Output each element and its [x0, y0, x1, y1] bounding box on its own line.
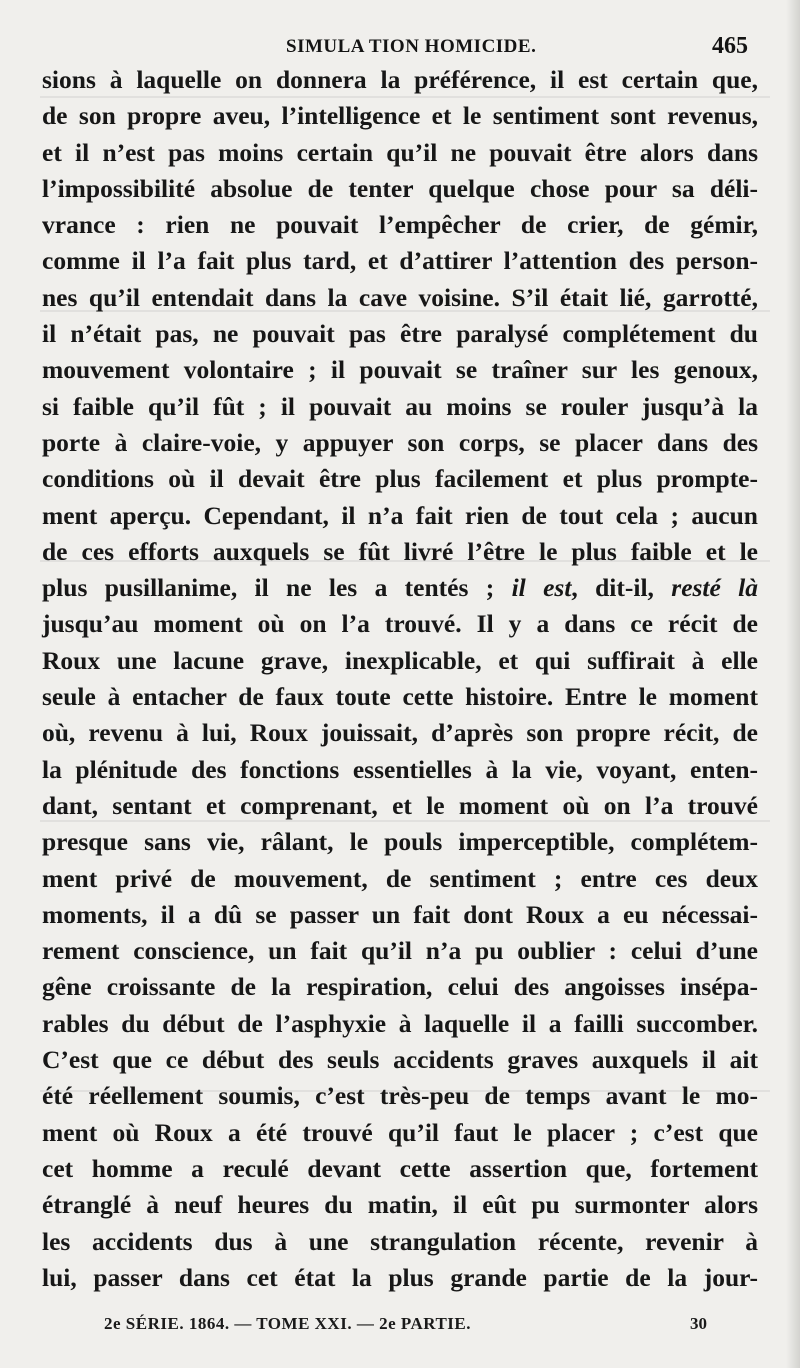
italic-text: il est: [511, 573, 572, 603]
text-line: ment aperçu. Cependant, il n’a fait rien de tout cela ; aucun: [42, 500, 758, 530]
text-line: rables du début de l’asphyxie à laquelle il a failli succomber.: [42, 1008, 758, 1038]
text-line: dant, sentant et comprenant, et le moment où on l’a trouvé: [42, 790, 758, 820]
text-line: sions à laquelle on donnera la préférence, il est certain que,: [42, 65, 758, 94]
page-footer: [0, 1314, 800, 1344]
text-line: la plénitude des fonctions essentielles à la vie, voyant, enten-: [42, 754, 758, 784]
text-line: été réellement soumis, c’est très-peu de temps avant le mo-: [42, 1081, 758, 1111]
text-line: il n’était pas, ne pouvait pas être paralysé complétement du: [42, 319, 758, 349]
text-line: seule à entacher de faux toute cette histoire. Entre le moment: [42, 682, 758, 712]
text-span: plus pusillanime, il ne les a tentés ;: [42, 573, 512, 603]
text-line: de son propre aveu, l’intelligence et le sentiment sont revenus,: [42, 101, 758, 131]
text-line: C’est que ce début des seuls accidents graves auxquels il ait: [42, 1045, 758, 1075]
text-line: cet homme a reculé devant cette assertion que, fortement: [42, 1153, 758, 1183]
text-line: Roux une lacune grave, inexplicable, et qui suffirait à elle: [42, 645, 758, 675]
text-line: ment où Roux a été trouvé qu’il faut le placer ; c’est que: [42, 1117, 758, 1147]
text-line: conditions où il devait être plus facilement et plus prompte-: [42, 464, 758, 494]
text-line: mouvement volontaire ; il pouvait se traîner sur les genoux,: [42, 355, 758, 385]
text-line: presque sans vie, râlant, le pouls imperceptible, complétem-: [42, 827, 758, 857]
text-line: les accidents dus à une strangulation récente, revenir à: [42, 1226, 758, 1256]
text-line: lui, passer dans cet état la plus grande partie de la jour-: [42, 1262, 758, 1292]
body-text: [42, 62, 758, 1296]
text-line: comme il l’a fait plus tard, et d’attirer l’attention des person-: [42, 246, 758, 276]
footer-sheet-number: 30: [690, 1314, 707, 1333]
running-title: SIMULA TION HOMICIDE.: [286, 36, 537, 57]
italic-text: resté là: [671, 573, 759, 603]
scan-edge-shadow: [786, 0, 800, 1368]
text-line: nes qu’il entendait dans la cave voisine. S’il était lié, garrotté,: [42, 282, 758, 312]
text-line: l’impossibilité absolue de tenter quelque chose pour sa déli-: [42, 173, 758, 203]
page-number: 465: [712, 33, 748, 59]
footer-series-info: 2e SÉRIE. 1864. — TOME XXI. — 2e PARTIE.: [104, 1314, 471, 1333]
text-line: de ces efforts auxquels se fût livré l’être le plus faible et le: [42, 536, 758, 566]
text-line: moments, il a dû se passer un fait dont Roux a eu nécessai-: [42, 899, 758, 929]
text-line: rement conscience, un fait qu’il n’a pu oublier : celui d’une: [42, 936, 758, 966]
text-line: étranglé à neuf heures du matin, il eût pu surmonter alors: [42, 1190, 758, 1220]
text-line: [42, 570, 758, 606]
text-span: , dit-il,: [571, 573, 672, 603]
text-line: si faible qu’il fût ; il pouvait au moins se rouler jusqu’à la: [42, 391, 758, 421]
text-line: jusqu’au moment où on l’a trouvé. Il y a dans ce récit de: [42, 609, 758, 639]
text-line: ment privé de mouvement, de sentiment ; entre ces deux: [42, 863, 758, 893]
text-line: et il n’est pas moins certain qu’il ne pouvait être alors dans: [42, 137, 758, 167]
text-line: gêne croissante de la respiration, celui des angoisses insépa-: [42, 972, 758, 1002]
text-line: vrance : rien ne pouvait l’empêcher de crier, de gémir,: [42, 210, 758, 240]
text-line: porte à claire-voie, y appuyer son corps, se placer dans des: [42, 427, 758, 457]
text-line: où, revenu à lui, Roux jouissait, d’après son propre récit, de: [42, 718, 758, 748]
